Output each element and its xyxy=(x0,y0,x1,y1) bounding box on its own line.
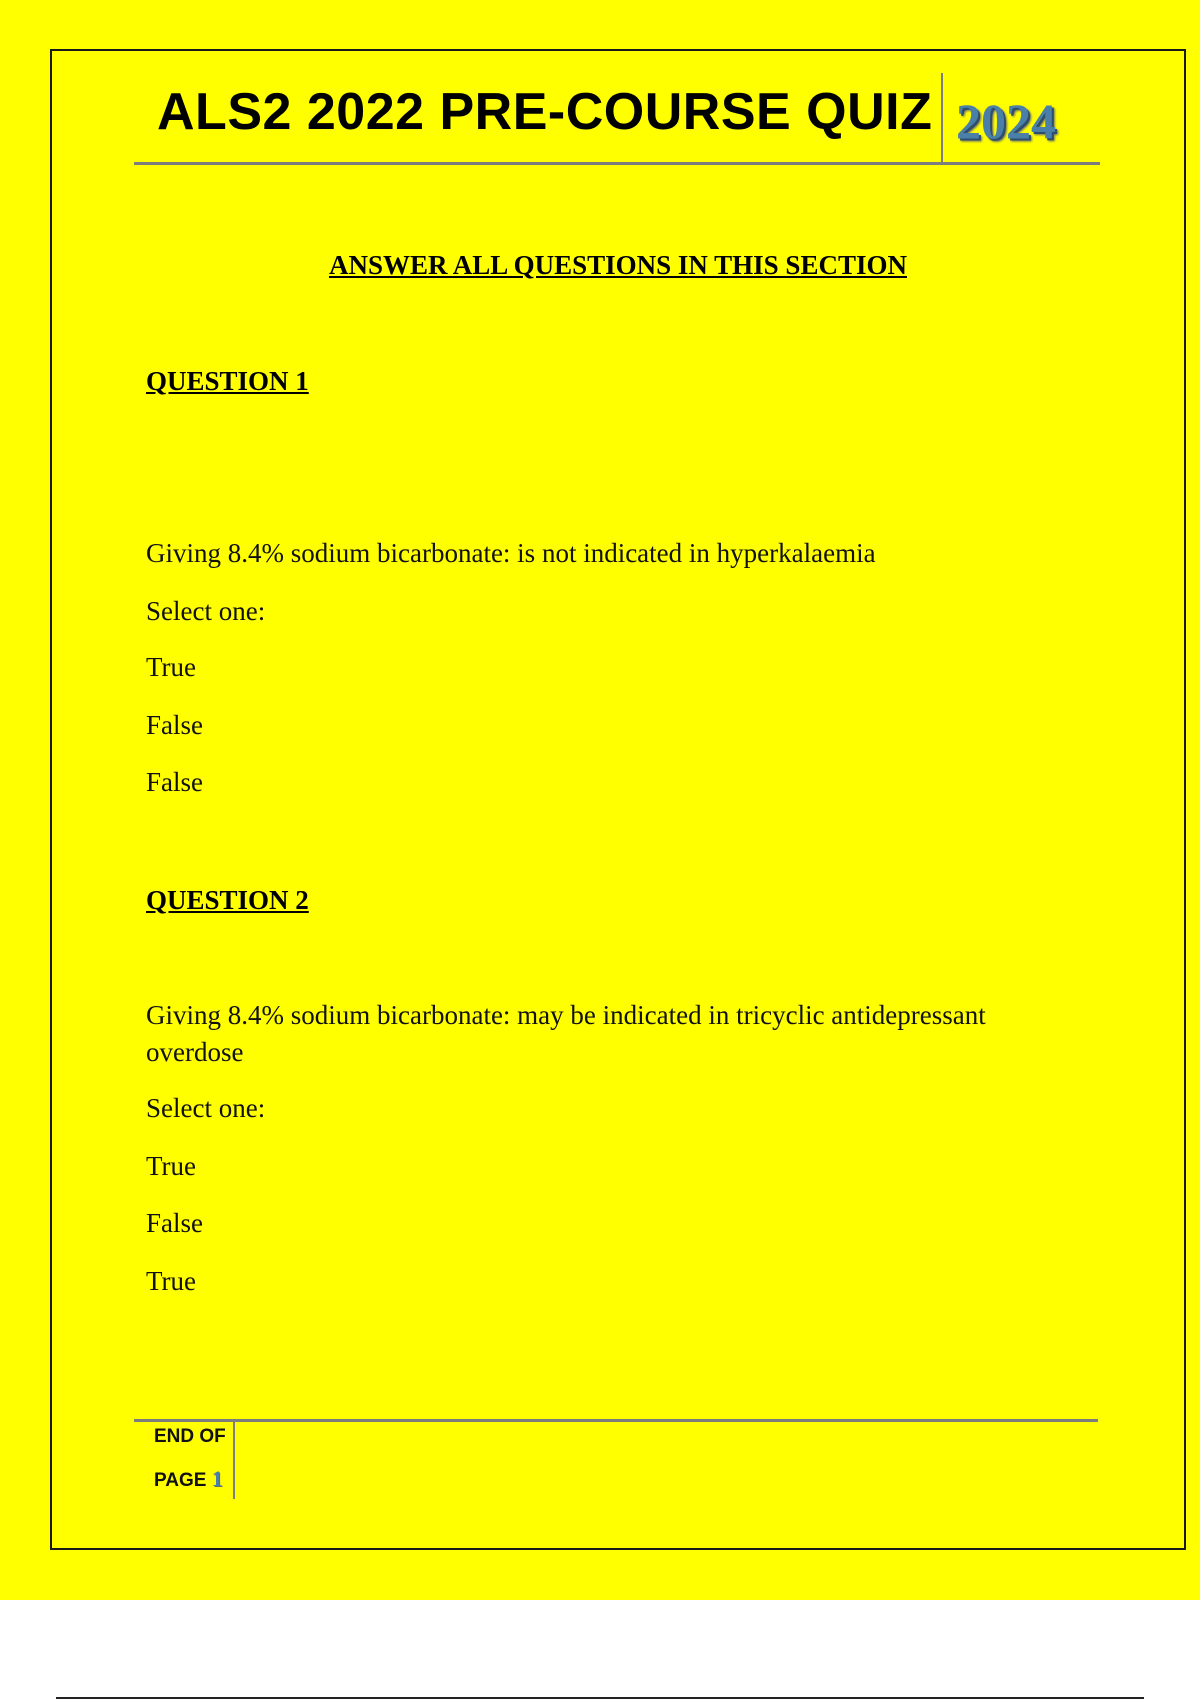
question-2-option-false[interactable]: False xyxy=(146,1208,203,1238)
question-1-text: Giving 8.4% sodium bicarbonate: is not indicated in hyperkalaemia xyxy=(146,538,876,568)
question-2-heading: QUESTION 2 xyxy=(146,885,309,915)
header-divider xyxy=(941,73,943,163)
question-1-option-false[interactable]: False xyxy=(146,710,203,740)
footer-page-number: 1 xyxy=(211,1466,223,1491)
question-2-text-line-2: overdose xyxy=(146,1037,244,1067)
question-1-prompt: Select one: xyxy=(146,596,266,626)
footer-end-of: END OF xyxy=(154,1426,226,1447)
bottom-rule xyxy=(56,1697,1144,1699)
quiz-year: 2024 xyxy=(956,93,1056,149)
section-instruction: ANSWER ALL QUESTIONS IN THIS SECTION xyxy=(329,250,907,280)
question-1-option-true[interactable]: True xyxy=(146,652,197,682)
question-2-answer: True xyxy=(146,1266,197,1296)
question-2-option-true[interactable]: True xyxy=(146,1151,197,1181)
quiz-title: ALS2 2022 PRE-COURSE QUIZ xyxy=(157,83,933,141)
question-2-text-line-1: Giving 8.4% sodium bicarbonate: may be indicated in tricyclic antidepressant xyxy=(146,1000,986,1030)
footer-page-label xyxy=(154,1466,223,1492)
footer-rule xyxy=(134,1419,1098,1422)
footer-page-word: PAGE xyxy=(154,1470,207,1491)
question-2-prompt: Select one: xyxy=(146,1093,266,1123)
question-1-heading: QUESTION 1 xyxy=(146,366,309,396)
header-rule xyxy=(134,162,1100,165)
question-1-answer: False xyxy=(146,767,203,797)
footer-divider xyxy=(233,1421,235,1499)
